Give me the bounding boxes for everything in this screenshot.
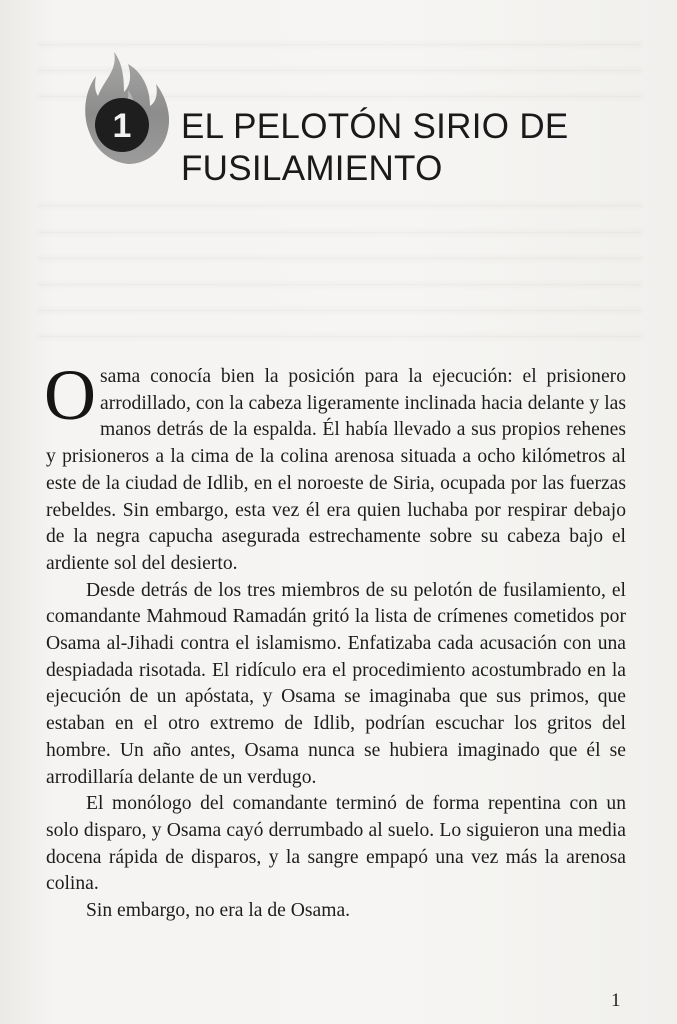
bleed-through-line — [40, 232, 640, 233]
paragraph-1 — [44, 355, 626, 578]
page-number: 1 — [611, 990, 621, 1011]
chapter-body — [44, 355, 626, 925]
paragraph-4: Sin embargo, no era la de Osama. — [86, 900, 351, 922]
chapter-number: 1 — [112, 107, 132, 145]
chapter-title-line-1: EL PELOTÓN SIRIO DE — [181, 107, 569, 146]
chapter-title — [181, 106, 641, 190]
chapter-title-line-2: FUSILAMIENTO — [181, 149, 443, 188]
paragraph-2: Desde detrás de los tres miembros de su pelotón de fusilamiento, el comandante Mahmoud Ramadán gritó la lista de crímenes cometidos por Osama al-Jihadi contra el islamismo. Enfatizaba cada acusación con una despiadada risotada. El ridículo era el procedimiento acostumbrado en la ejecución de un apóstata, y Osama se imaginaba que sus primos, que estaban en el otro extremo de Idlib, podrían escuchar los gritos del hombre. Un año antes, Osama nunca se hubiera imaginado que él se arrodillaría delante de un verdugo. — [46, 579, 626, 788]
paragraph-3: El monólogo del comandante terminó de forma repentina con un solo disparo, y Osama cayó derrumbado al suelo. Lo siguieron una media docena rápida de disparos, y la sangre empapó una vez más la arenosa colina. — [46, 793, 626, 895]
bleed-through-line — [40, 310, 640, 311]
bleed-through-line — [40, 205, 640, 206]
flame-icon — [84, 50, 174, 180]
chapter-emblem — [84, 50, 174, 180]
bleed-through-line — [40, 284, 640, 285]
bleed-through-line — [40, 336, 640, 337]
paragraph-1-text: sama conocía bien la posición para la ejecución: el prisionero arrodillado, con la cabeza ligeramente inclinada hacia delante y las manos detrás de la espalda. Él había llevado a sus propios rehenes y prisioneros a la cima de la colina arenosa situada a ocho kilómetros al este de la ciudad de Idlib, en el noroeste de Siria, ocupada por las fuerzas rebeldes. Sin embargo, esta vez él era quien luchaba por respirar debajo de la negra capucha asegurada estrechamente sobre su cabeza bajo el ardiente sol del desierto. — [46, 366, 626, 574]
bleed-through-line — [40, 44, 640, 45]
drop-cap: O — [44, 355, 96, 435]
bleed-through-line — [40, 258, 640, 259]
